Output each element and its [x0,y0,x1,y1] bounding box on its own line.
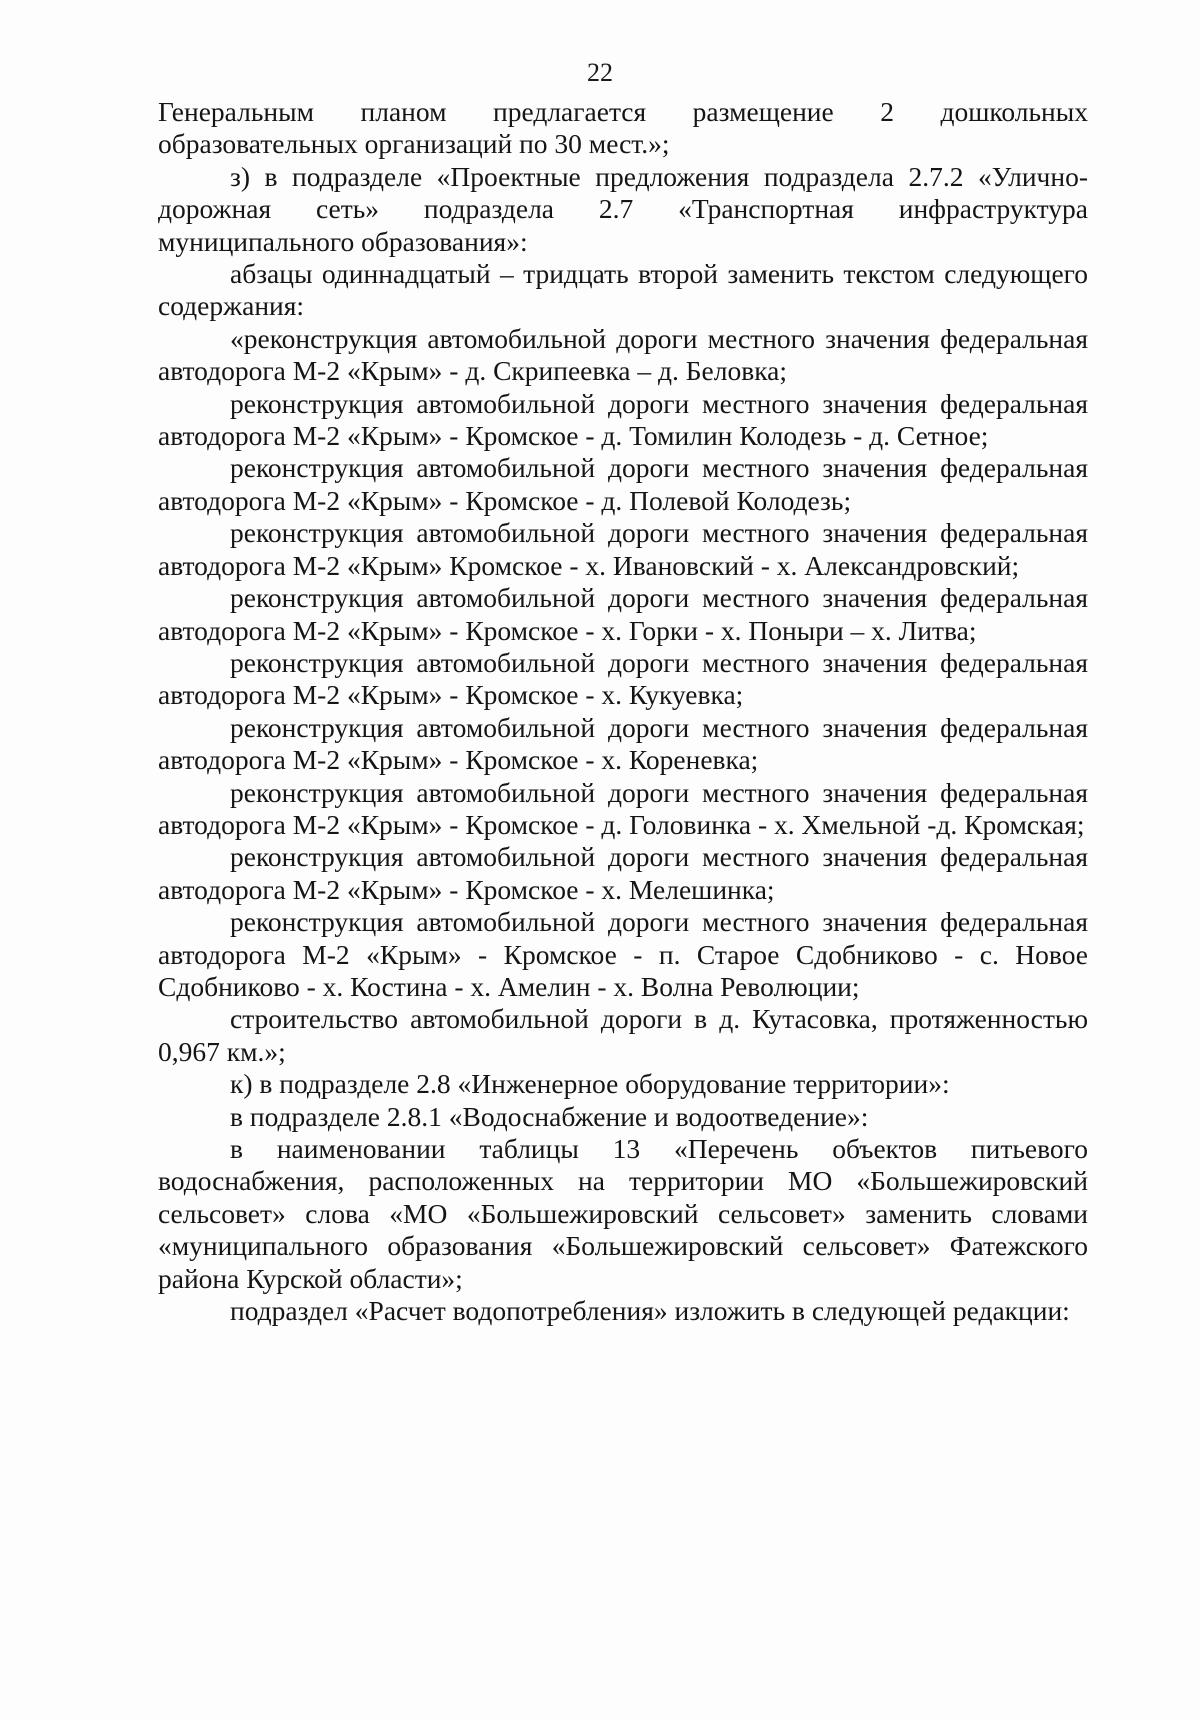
paragraph-road-1: «реконструкция автомобильной дороги местного значения федеральная автодорога М-2 «Крым» - д. Скрипеевка – д. Беловка; [158,322,1088,387]
paragraph-subsection-water: в подразделе 2.8.1 «Водоснабжение и водоотведение»: [230,1100,869,1132]
paragraph-road-construction: строительство автомобильной дороги в д. Кутасовка, протяженностью 0,967 км.»; [158,1003,1088,1067]
paragraph-road-3: реконструкция автомобильной дороги местного значения федеральная автодорога М-2 «Крым» - Кромское - д. Полевой Колодезь; [158,452,1088,516]
paragraph-road-4: реконструкция автомобильной дороги местного значения федеральная автодорога М-2 «Крым» Кромское - х. Ивановский - х. Александровский; [158,517,1088,581]
paragraph-road-7: реконструкция автомобильной дороги местного значения федеральная автодорога М-2 «Крым» - Кромское - х. Кореневка; [158,711,1088,776]
paragraph-road-6: реконструкция автомобильной дороги местного значения федеральная автодорога М-2 «Крым» - Кромское - х. Кукуевка; [158,646,1088,711]
document-body [158,96,1088,1327]
paragraph-road-8: реконструкция автомобильной дороги местного значения федеральная автодорога М-2 «Крым» - Кромское - д. Головинка - х. Хмельной -д. Кромская; [158,776,1088,840]
paragraph-road-10: реконструкция автомобильной дороги местного значения федеральная автодорога М-2 «Крым» - Кромское - п. Старое Сдобниково - с. Новое Сдобниково - х. Костина - х. Амелин - х. Волна Революции; [158,906,1088,1002]
paragraph-kindergartens-continued: Генеральным планом предлагается размещение 2 дошкольных образовательных организаций по 30 мест.»; [158,96,1088,160]
paragraph-replace-instruction: абзацы одиннадцатый – тридцать второй заменить текстом следующего содержания: [158,258,1088,322]
page-number: 22 [587,58,613,87]
paragraph-item-z: з) в подразделе «Проектные предложения подраздела 2.7.2 «Улично-дорожная сеть» подраздела 2.7 «Транспортная инфраструктура муниципального образования»: [158,160,1088,257]
paragraph-road-2: реконструкция автомобильной дороги местного значения федеральная автодорога М-2 «Крым» - Кромское - д. Томилин Колодезь - д. Сетное; [158,387,1088,452]
paragraph-water-consumption: подраздел «Расчет водопотребления» изложить в следующей редакции: [230,1295,1070,1327]
paragraph-road-9: реконструкция автомобильной дороги местного значения федеральная автодорога М-2 «Крым» - Кромское - х. Мелешинка; [158,841,1088,905]
paragraph-item-k: к) в подразделе 2.8 «Инженерное оборудование территории»: [230,1068,950,1100]
paragraph-table-13-rename: в наименовании таблицы 13 «Перечень объектов питьевого водоснабжения, расположенных на территории МО «Большежировский сельсовет» слова «МО «Большежировский сельсовет» заменить словами «муниципального образования «Большежировский сельсовет» Фатежского района Курской области»; [158,1133,1088,1294]
paragraph-road-5: реконструкция автомобильной дороги местного значения федеральная автодорога М-2 «Крым» - Кромское - х. Горки - х. Поныри – х. Литва; [158,582,1088,646]
